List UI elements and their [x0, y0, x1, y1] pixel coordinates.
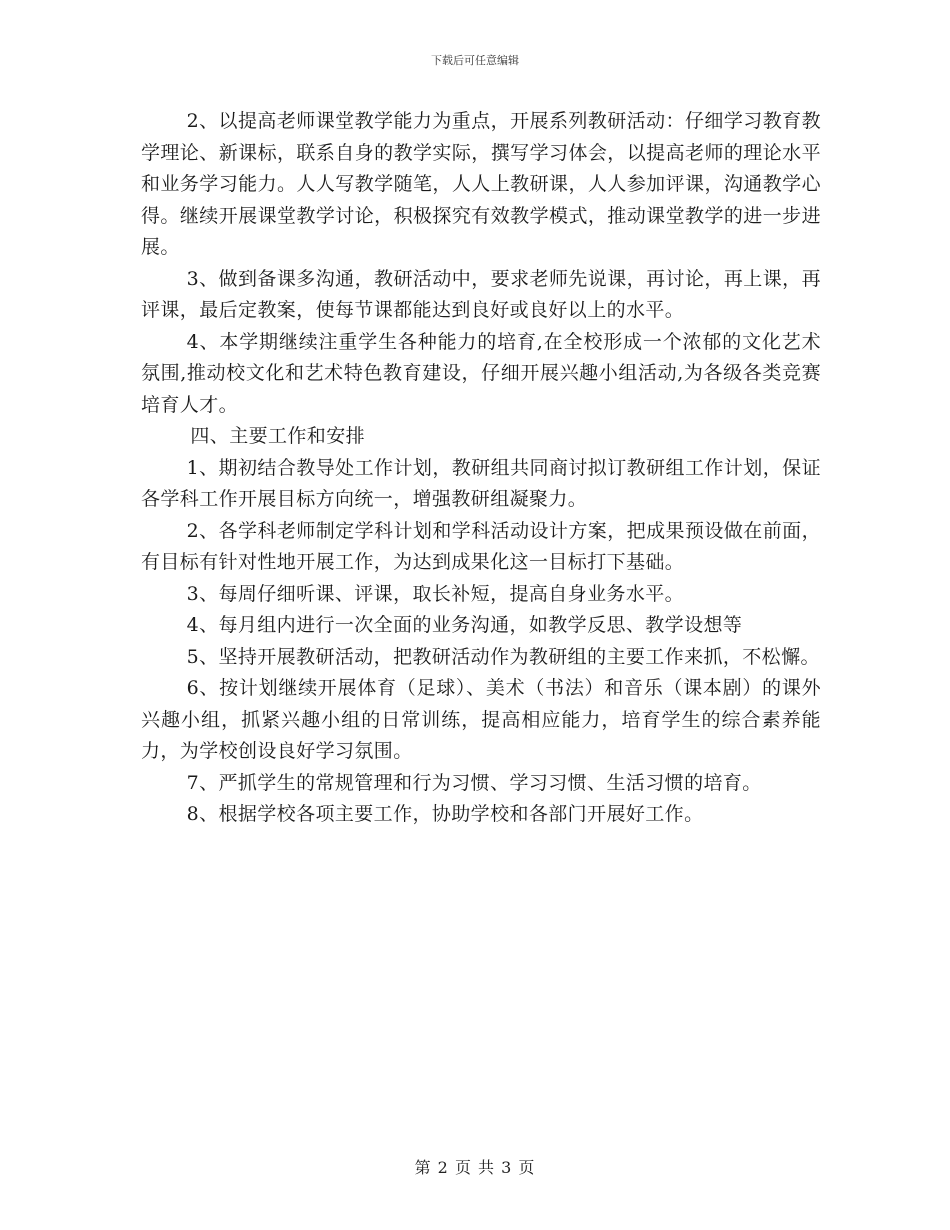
paragraph-work-3: 3、每周仔细听课、评课，取长补短，提高自身业务水平。	[186, 582, 685, 605]
paragraph-item-2-teaching-research: 2、以提高老师课堂教学能力为重点，开展系列教研活动：仔细学习教育教学理论、新课标，联系自身的教学实际，撰写学习体会，以提高老师的理论水平和业务学习能力。人人写教学随笔，人人上教研课，人人参加评课，沟通教学心得。继续开展课堂教学讨论，积极探究有效教学模式，推动课堂教学的进一步进展。	[141, 110, 821, 258]
paragraph-work-2: 2、各学科老师制定学科计划和学科活动设计方案，把成果预设做在前面，有目标有针对性地开展工作，为达到成果化这一目标打下基础。	[141, 519, 821, 573]
paragraph-work-6: 6、按计划继续开展体育（足球）、美术（书法）和音乐（课本剧）的课外兴趣小组，抓紧兴趣小组的日常训练，提高相应能力，培育学生的综合素养能力，为学校创设良好学习氛围。	[141, 677, 821, 762]
document-body	[141, 106, 821, 831]
page-header: 下载后可任意编辑	[431, 54, 519, 67]
page-number-footer: 第 2 页 共 3 页	[414, 1158, 536, 1177]
paragraph-item-3-lesson-prep: 3、做到备课多沟通，教研活动中，要求老师先说课，再讨论，再上课，再评课，最后定教案，使每节课都能达到良好或良好以上的水平。	[141, 267, 821, 321]
paragraph-item-4-student-abilities: 4、本学期继续注重学生各种能力的培育,在全校形成一个浓郁的文化艺术氛围,推动校文化和艺术特色教育建设，仔细开展兴趣小组活动,为各级各类竞赛培育人才。	[141, 330, 821, 416]
paragraph-work-7: 7、严抓学生的常规管理和行为习惯、学习习惯、生活习惯的培育。	[186, 771, 762, 794]
paragraph-work-8: 8、根据学校各项主要工作，协助学校和各部门开展好工作。	[186, 803, 704, 825]
paragraph-work-5: 5、坚持开展教研活动，把教研活动作为教研组的主要工作来抓，不松懈。	[186, 645, 820, 668]
paragraph-work-1: 1、期初结合教导处工作计划，教研组共同商讨拟订教研组工作计划，保证各学科工作开展目标方向统一，增强教研组凝聚力。	[141, 456, 821, 510]
section-heading-main-work: 四、主要工作和安排	[190, 425, 365, 447]
paragraph-work-4: 4、每月组内进行一次全面的业务沟通，如教学反思、教学设想等	[186, 614, 743, 636]
